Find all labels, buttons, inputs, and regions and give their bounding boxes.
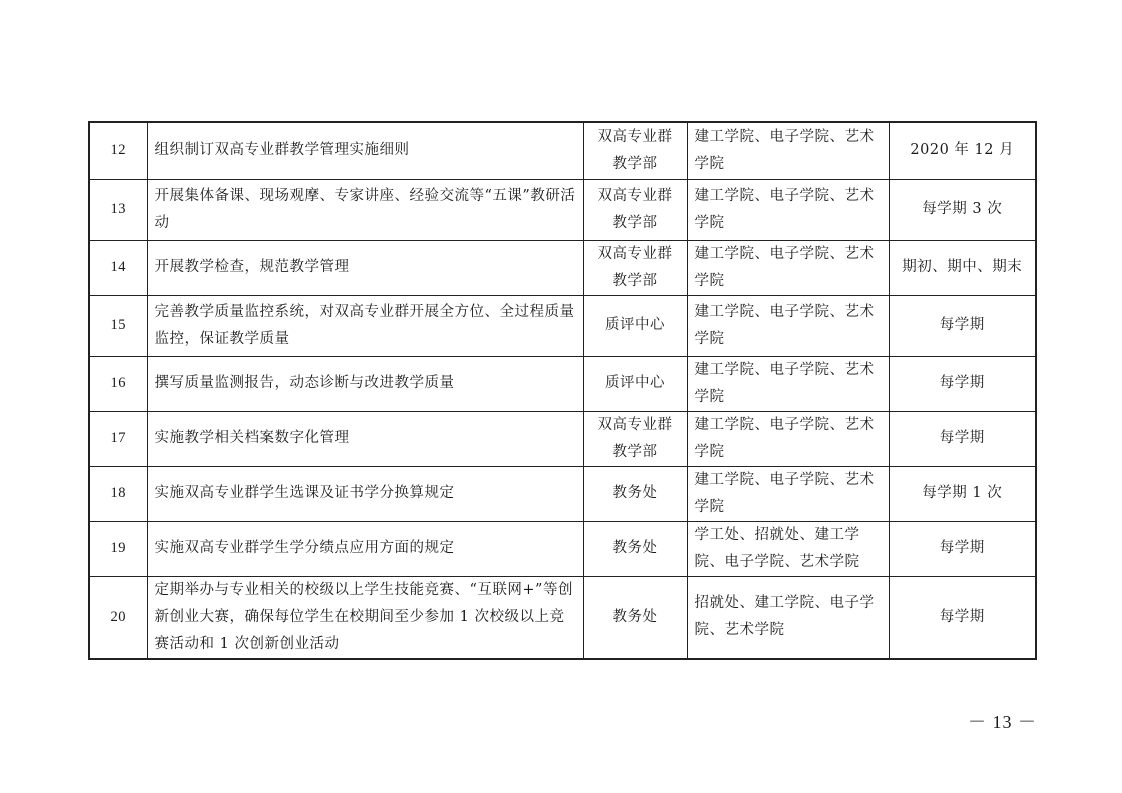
- task-description: 撰写质量监测报告，动态诊断与改进教学质量: [147, 356, 583, 411]
- participating-units: 建工学院、电子学院、艺术学院: [687, 466, 889, 521]
- participating-units: 招就处、建工学院、电子学院、艺术学院: [687, 576, 889, 659]
- row-number: 12: [89, 122, 147, 179]
- responsible-department: 质评中心: [583, 356, 687, 411]
- row-number: 20: [89, 576, 147, 659]
- responsible-department: 双高专业群教学部: [583, 122, 687, 179]
- row-number: 18: [89, 466, 147, 521]
- table-row: [89, 521, 1036, 576]
- responsible-department: 双高专业群教学部: [583, 179, 687, 240]
- participating-units: 建工学院、电子学院、艺术学院: [687, 411, 889, 466]
- responsible-department: 双高专业群教学部: [583, 411, 687, 466]
- table-row: [89, 122, 1036, 179]
- task-description: 实施双高专业群学生学分绩点应用方面的规定: [147, 521, 583, 576]
- responsible-department: 教务处: [583, 521, 687, 576]
- completion-time: 每学期: [889, 521, 1036, 576]
- task-table: [88, 121, 1037, 660]
- responsible-department: 双高专业群教学部: [583, 240, 687, 295]
- task-description: 开展教学检查，规范教学管理: [147, 240, 583, 295]
- completion-time: 每学期: [889, 356, 1036, 411]
- task-description: 定期举办与专业相关的校级以上学生技能竞赛、“互联网+”等创新创业大赛，确保每位学生在校期间至少参加 1 次校级以上竞赛活动和 1 次创新创业活动: [147, 576, 583, 659]
- row-number: 17: [89, 411, 147, 466]
- table-row: [89, 411, 1036, 466]
- completion-time: 每学期 1 次: [889, 466, 1036, 521]
- participating-units: 建工学院、电子学院、艺术学院: [687, 295, 889, 356]
- participating-units: 建工学院、电子学院、艺术学院: [687, 179, 889, 240]
- completion-time: 每学期: [889, 411, 1036, 466]
- row-number: 15: [89, 295, 147, 356]
- table-row: [89, 179, 1036, 240]
- completion-time: 每学期: [889, 295, 1036, 356]
- responsible-department: 教务处: [583, 576, 687, 659]
- completion-time: 每学期 3 次: [889, 179, 1036, 240]
- participating-units: 建工学院、电子学院、艺术学院: [687, 240, 889, 295]
- task-description: 实施教学相关档案数字化管理: [147, 411, 583, 466]
- row-number: 19: [89, 521, 147, 576]
- table-row: [89, 356, 1036, 411]
- row-number: 16: [89, 356, 147, 411]
- table-row: [89, 240, 1036, 295]
- responsible-department: 教务处: [583, 466, 687, 521]
- row-number: 14: [89, 240, 147, 295]
- completion-time: 每学期: [889, 576, 1036, 659]
- table-row: [89, 295, 1036, 356]
- task-description: 组织制订双高专业群教学管理实施细则: [147, 122, 583, 179]
- participating-units: 学工处、招就处、建工学院、电子学院、艺术学院: [687, 521, 889, 576]
- table-row: [89, 466, 1036, 521]
- task-description: 完善教学质量监控系统，对双高专业群开展全方位、全过程质量监控，保证教学质量: [147, 295, 583, 356]
- participating-units: 建工学院、电子学院、艺术学院: [687, 356, 889, 411]
- completion-time: 期初、期中、期末: [889, 240, 1036, 295]
- completion-time: 2020 年 12 月: [889, 122, 1036, 179]
- task-description: 开展集体备课、现场观摩、专家讲座、经验交流等“五课”教研活动: [147, 179, 583, 240]
- row-number: 13: [89, 179, 147, 240]
- page-number: － 13 －: [968, 712, 1037, 732]
- task-description: 实施双高专业群学生选课及证书学分换算规定: [147, 466, 583, 521]
- participating-units: 建工学院、电子学院、艺术学院: [687, 122, 889, 179]
- responsible-department: 质评中心: [583, 295, 687, 356]
- table-row: [89, 576, 1036, 659]
